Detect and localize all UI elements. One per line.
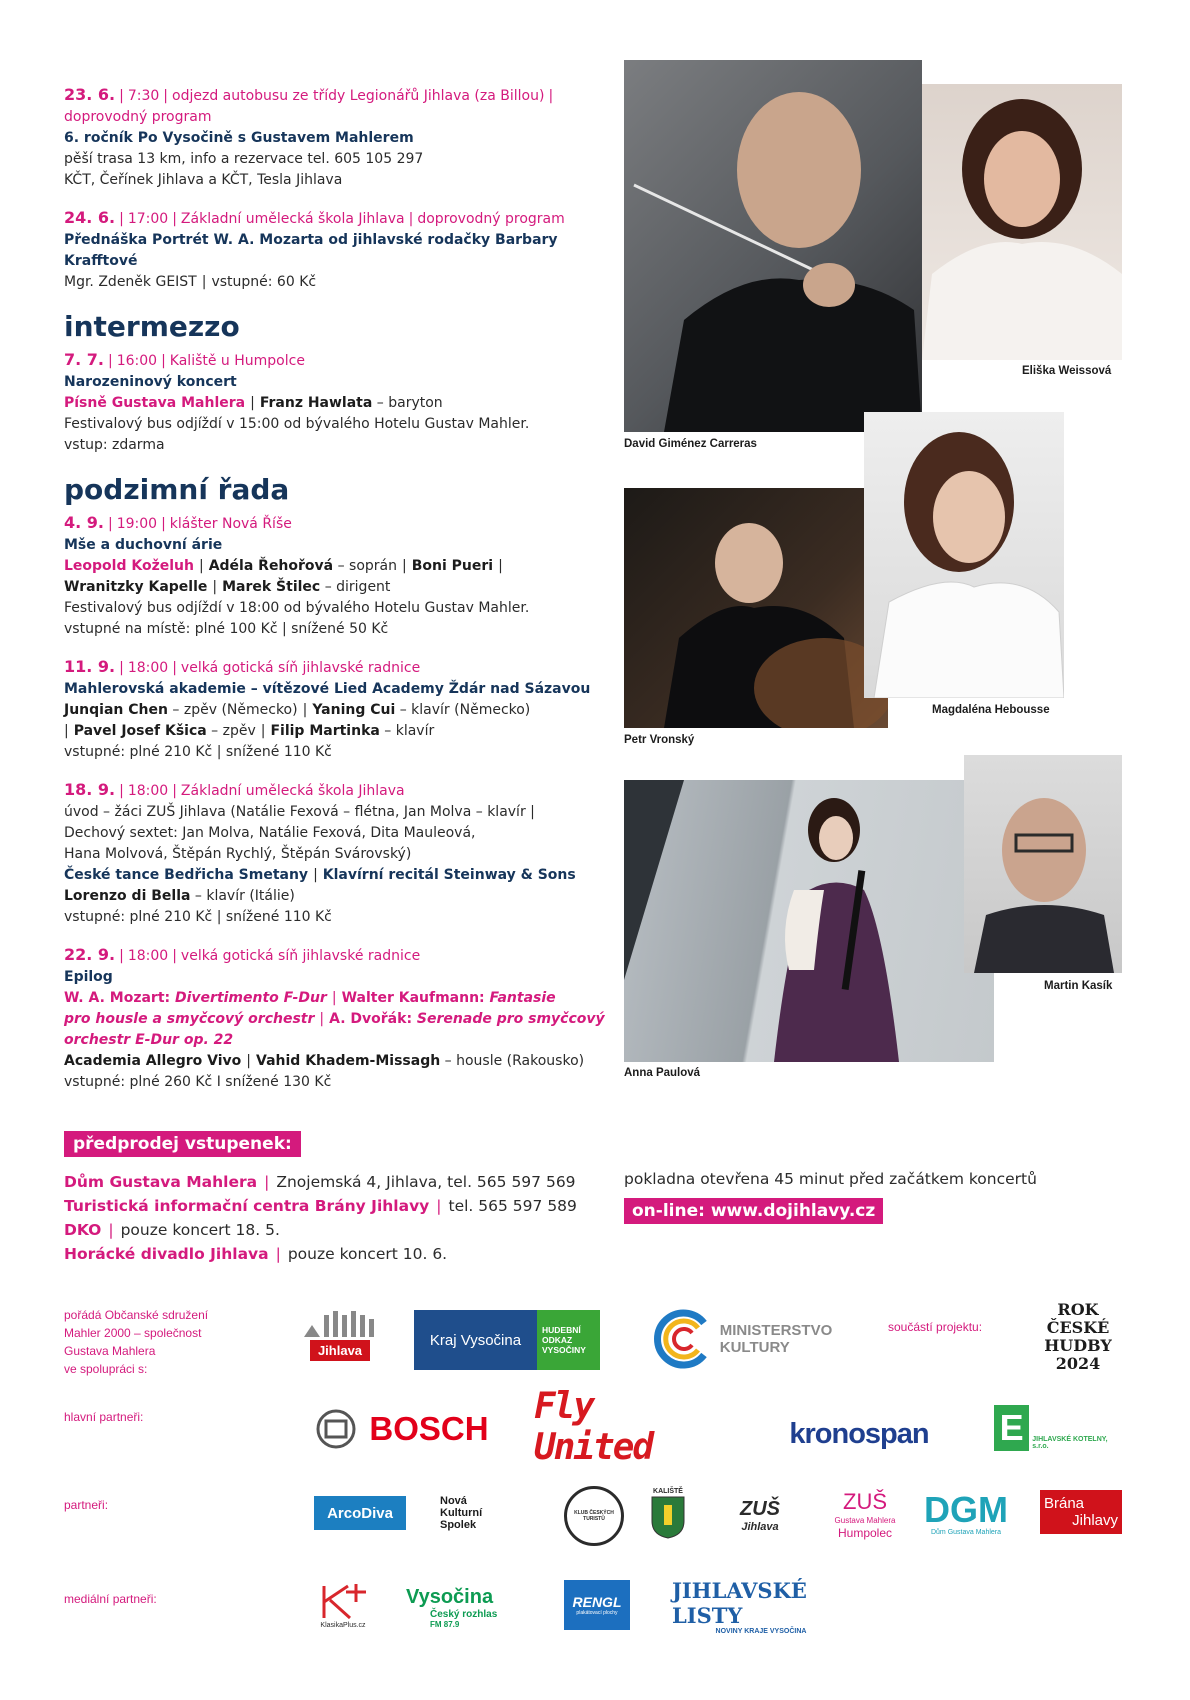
event-performer: Yaning Cui	[312, 702, 396, 718]
kct-logo: KLUB ČESKÝCH TURISTŮ	[564, 1486, 624, 1546]
ticket-outlet: Dům Gustava Mahlera | Znojemská 4, Jihlava, tel. 565 597 569	[64, 1173, 576, 1191]
klasikaplus-logo	[312, 1576, 374, 1634]
ticket-outlets	[64, 1170, 577, 1266]
event-time: 19:00	[116, 516, 158, 532]
bosch-logo	[308, 1404, 496, 1454]
event-lecturer: Mgr. Zdeněk GEIST	[64, 274, 197, 290]
zus-jihlava-logo	[720, 1490, 800, 1540]
zus-humpolec-logo	[830, 1486, 900, 1544]
caption-magdalena-hebousse: Magdaléna Hebousse	[932, 704, 1050, 716]
event-date: 22. 9.	[64, 945, 116, 964]
klasikaplus-text: KlasikaPlus.cz	[320, 1621, 366, 1629]
outlet-info: Znojemská 4, Jihlava, tel. 565 597 569	[276, 1173, 576, 1191]
outlet-info: tel. 565 597 589	[448, 1197, 577, 1215]
event-time: 17:00	[127, 211, 169, 227]
radio-sub: Český rozhlas	[430, 1608, 498, 1620]
event-place: velká gotická síň jihlavské radnice	[180, 948, 421, 964]
event-performer: Junqian Chen	[64, 702, 168, 718]
event-title: Mahlerovská akademie – vítězové Lied Academy Ždár nad Sázavou	[64, 681, 591, 697]
program-column	[64, 84, 624, 1109]
event-tag: doprovodný program	[417, 211, 565, 227]
performer-role: – housle (Rakousko)	[444, 1053, 585, 1069]
event-date: 11. 9.	[64, 657, 116, 676]
conductor-silhouette-icon	[624, 488, 888, 728]
photo-eliska-weissova	[922, 84, 1122, 360]
dgm-text: DGM	[924, 1488, 1008, 1530]
organizer-line: Gustava Mahlera	[64, 1344, 156, 1358]
box-office-note: pokladna otevřena 45 minut před začátkem koncertů	[624, 1170, 1037, 1188]
event-performer: Boni Pueri	[411, 558, 494, 574]
ticket-outlet: DKO | pouze koncert 18. 5.	[64, 1221, 280, 1239]
event-composer: Leopold Koželuh	[64, 558, 194, 574]
event-performer: Lorenzo di Bella	[64, 888, 191, 904]
dgm-logo	[926, 1488, 1006, 1538]
outlet-name: Turistická informační centra Brány Jihlavy	[64, 1197, 430, 1215]
dgm-sub: Dům Gustava Mahlera	[930, 1528, 1002, 1536]
clarinetist-silhouette-icon	[624, 780, 994, 1062]
ticket-outlet: Turistická informační centra Brány Jihlavy | tel. 565 597 589	[64, 1197, 577, 1215]
klasikaplus-k-icon	[318, 1582, 368, 1622]
radio-sub: FM 87.9	[430, 1619, 460, 1629]
kaliste-logo	[648, 1484, 688, 1542]
event-info: Hana Molvová, Štěpán Rychlý, Štěpán Svárovský)	[64, 846, 412, 862]
event-title: Epilog	[64, 969, 113, 985]
event-date: 23. 6.	[64, 85, 116, 104]
section-heading-autumn: podzimní řada	[64, 473, 290, 506]
radio-vysocina-text: Vysočina	[406, 1585, 494, 1608]
media-partners-label: mediální partneři:	[64, 1592, 157, 1606]
fly-united-logo	[534, 1386, 730, 1468]
performer-role: – zpěv	[211, 723, 256, 739]
event-date: 24. 6.	[64, 208, 116, 227]
main-partners-label: hlavní partneři:	[64, 1410, 144, 1424]
event-23-6: 23. 6. | 7:30 | odjezd autobusu ze třídy Legionářů Jihlava (za Billou) | doprovodný program 6. ročník Po Vysočině s Gustavem Mahlerem pěší trasa 13 km, info a rezervace tel. 605 105 297 KČT, Čeřínek Jihlava a KČT, Tesla Jihlava	[64, 84, 624, 191]
kronospan-text: kronospan	[789, 1417, 929, 1450]
zus-text: ZUŠ	[740, 1497, 780, 1520]
caption-petr-vronsky: Petr Vronský	[624, 734, 695, 746]
organizer-line: Mahler 2000 – společnost	[64, 1326, 202, 1340]
photo-magdalena-hebousse	[864, 412, 1064, 698]
event-work: Písně Gustava Mahlera	[64, 395, 246, 411]
zus-text: ZUŠ	[843, 1489, 887, 1514]
event-place: Kaliště u Humpolce	[169, 353, 305, 369]
event-18-9: 18. 9. | 18:00 | Základní umělecká škola Jihlava úvod – žáci ZUŠ Jihlava (Natálie Fexová – flétna, Jan Molva – klavír | Dechový sextet: Jan Molva, Natálie Fexová, Dita Mauleová, Hana Molvová, Štěpán Rychlý, Štěpán Svárovský) České tance Bedřicha Smetany | Klavírní recitál Steinway & Sons Lorenzo di Bella – klavír (Itálie) vstupné: plné 210 Kč | snížené 110 Kč	[64, 779, 624, 928]
kotelny-e-icon: E	[994, 1405, 1029, 1451]
brana-line: Jihlavy	[1072, 1512, 1118, 1529]
event-work: pro housle a smyčcový orchestr	[64, 1011, 315, 1027]
nks-logo	[440, 1490, 536, 1536]
event-date: 18. 9.	[64, 780, 116, 799]
ministry-line: MINISTERSTVO	[719, 1322, 833, 1339]
event-price: vstupné: plné 210 Kč | snížené 110 Kč	[64, 909, 332, 925]
outlet-info: pouze koncert 10. 6.	[287, 1245, 448, 1263]
zus-sub: Gustava Mahlera	[834, 1516, 896, 1525]
kraj-vysocina-logo	[414, 1310, 600, 1370]
event-info: úvod – žáci ZUŠ Jihlava (Natálie Fexová – flétna, Jan Molva – klavír |	[64, 804, 535, 820]
event-title: Mše a duchovní árie	[64, 537, 223, 553]
event-price: vstupné: plné 260 Kč I snížené 130 Kč	[64, 1074, 332, 1090]
event-work: Serenade pro smyčcový	[416, 1011, 605, 1027]
organizer-note	[64, 1306, 208, 1378]
event-place: odjezd autobusu ze třídy Legionářů Jihlava (za Billou)	[172, 88, 545, 104]
event-title: Narozeninový koncert	[64, 374, 237, 390]
rok-line: 2024	[1055, 1354, 1101, 1373]
photo-anna-paulova	[624, 780, 994, 1062]
nks-line: Kulturní	[440, 1507, 483, 1519]
zus-city: Jihlava	[741, 1520, 779, 1533]
photo-petr-vronsky	[624, 488, 888, 728]
event-composer: A. Dvořák:	[329, 1011, 417, 1027]
conductor-silhouette-icon	[624, 60, 922, 432]
event-price: vstupné: plné 210 Kč | snížené 110 Kč	[64, 744, 332, 760]
performer-role: – baryton	[376, 395, 443, 411]
event-time: 18:00	[127, 948, 169, 964]
event-22-9: 22. 9. | 18:00 | velká gotická síň jihlavské radnice Epilog W. A. Mozart: Divertimento F-Dur | Walter Kaufmann: Fantasie pro housle a smyčcový orchestr | A. Dvořák: Serenade pro smyčcový orchestr E-Dur op. 22 Academia Allegro Vivo | Vahid Khadem-Missagh – housle (Rakousko) vstupné: plné 260 Kč I snížené 130 Kč	[64, 944, 624, 1093]
rengl-logo	[564, 1580, 630, 1630]
jihlava-towers-icon	[302, 1307, 378, 1337]
ticket-outlet: Horácké divadlo Jihlava | pouze koncert 10. 6.	[64, 1245, 448, 1263]
ministry-c-icon	[652, 1308, 714, 1370]
event-time: 18:00	[127, 783, 169, 799]
event-time: 18:00	[127, 660, 169, 676]
listy-sub: NOVINY KRAJE VYSOČINA	[715, 1627, 807, 1635]
caption-eliska-weissova: Eliška Weissová	[1022, 365, 1112, 377]
kaliste-text: KALIŠTĚ	[653, 1487, 683, 1495]
ministry-line: KULTURY	[719, 1339, 790, 1356]
event-7-7: 7. 7. | 16:00 | Kaliště u Humpolce Narozeninový koncert Písně Gustava Mahlera | Franz Hawlata – baryton Festivalový bus odjíždí v 15:00 od bývalého Hotelu Gustav Mahler. vstup: zdarma	[64, 349, 624, 456]
event-performer: Marek Štilec	[222, 579, 321, 595]
kotelny-text: JIHLAVSKÉ KOTELNY, s.r.o.	[1032, 1436, 1108, 1450]
singer-silhouette-icon	[922, 84, 1122, 360]
rok-line: HUDBY	[1044, 1336, 1112, 1355]
fly-united-text: Fly United	[534, 1386, 653, 1468]
jihlava-logo-text: Jihlava	[310, 1340, 370, 1361]
performer-role: – klavír	[384, 723, 435, 739]
rengl-sub: plakátovací plochy	[576, 1610, 618, 1616]
rok-ceske-hudby-logo	[1032, 1298, 1124, 1376]
listy-text: JIHLAVSKÉ LISTY	[672, 1577, 807, 1628]
event-info: pěší trasa 13 km, info a rezervace tel. 605 105 297	[64, 151, 424, 167]
brana-jihlavy-logo	[1040, 1490, 1122, 1534]
organizer-line: pořádá Občanské sdružení	[64, 1308, 209, 1322]
event-title: Přednáška Portrét W. A. Mozarta od jihlavské rodačky Barbary Krafftové	[64, 232, 558, 269]
event-work: orchestr E-Dur op. 22	[64, 1032, 234, 1048]
radio-vysocina-logo	[406, 1578, 530, 1636]
caption-martin-kasik: Martin Kasík	[1044, 980, 1113, 992]
kronospan-logo	[766, 1410, 952, 1458]
arcodiva-logo: ArcoDiva	[314, 1496, 406, 1530]
performer-role: – klavír (Německo)	[399, 702, 531, 718]
photo-martin-kasik	[964, 755, 1122, 973]
ministry-of-culture-logo	[638, 1306, 846, 1372]
event-work: Klavírní recitál Steinway & Sons	[322, 867, 576, 883]
event-performer: Filip Martinka	[270, 723, 380, 739]
event-time: 16:00	[116, 353, 158, 369]
event-info: Dechový sextet: Jan Molva, Natálie Fexová, Dita Mauleová,	[64, 825, 476, 841]
event-performer: Adéla Řehořová	[208, 558, 334, 574]
event-work: Divertimento F-Dur	[175, 990, 327, 1006]
event-date: 4. 9.	[64, 513, 104, 532]
event-tag: doprovodný program	[64, 109, 212, 125]
partners-label: partneři:	[64, 1498, 109, 1512]
event-composer: W. A. Mozart:	[64, 990, 175, 1006]
singer-silhouette-icon	[864, 412, 1064, 698]
kaliste-coat-of-arms-icon	[650, 1495, 686, 1539]
event-performer: Franz Hawlata	[259, 395, 373, 411]
caption-david-gimenez-carreras: David Giménez Carreras	[624, 438, 757, 450]
event-work: České tance Bedřicha Smetany	[64, 867, 309, 883]
photo-david-gimenez-carreras	[624, 60, 922, 432]
event-place: Základní umělecká škola Jihlava	[180, 783, 405, 799]
online-tickets-link[interactable]: on-line: www.dojihlavy.cz	[624, 1198, 883, 1224]
organizer-line: ve spolupráci s:	[64, 1362, 148, 1376]
event-composer: Walter Kaufmann:	[341, 990, 490, 1006]
outlet-name: Dům Gustava Mahlera	[64, 1173, 258, 1191]
event-performer: Pavel Josef Kšica	[73, 723, 207, 739]
rok-line: ROK	[1057, 1300, 1099, 1319]
rok-line: ČESKÉ	[1046, 1318, 1110, 1337]
brana-line: Brána	[1044, 1495, 1085, 1512]
jihlavske-kotelny-logo	[994, 1400, 1124, 1456]
event-performer: Wranitzky Kapelle	[64, 579, 208, 595]
event-info: Festivalový bus odjíždí v 15:00 od bývalého Hotelu Gustav Mahler.	[64, 416, 530, 432]
caption-anna-paulova: Anna Paulová	[624, 1067, 701, 1079]
jihlava-logo	[302, 1302, 378, 1366]
event-date: 7. 7.	[64, 350, 104, 369]
event-performer: Academia Allegro Vivo	[64, 1053, 242, 1069]
event-time: 7:30	[127, 88, 160, 104]
event-price: vstupné: 60 Kč	[211, 274, 317, 290]
bosch-text: BOSCH	[369, 1410, 489, 1447]
outlet-name: DKO	[64, 1221, 102, 1239]
ticket-presale-heading: předprodej vstupenek:	[64, 1131, 301, 1157]
event-place: velká gotická síň jihlavské radnice	[180, 660, 421, 676]
event-price: vstupné na místě: plné 100 Kč | snížené 50 Kč	[64, 621, 389, 637]
nks-line: Spolek	[440, 1519, 477, 1531]
zus-city: Humpolec	[837, 1526, 893, 1540]
event-place: klášter Nová Říše	[169, 516, 292, 532]
outlet-name: Horácké divadlo Jihlava	[64, 1245, 269, 1263]
badge-line: VYSOČINY	[542, 1345, 586, 1355]
badge-line: HUDEBNÍ	[542, 1325, 581, 1335]
rengl-text: RENGL	[572, 1594, 622, 1610]
event-11-9: 11. 9. | 18:00 | velká gotická síň jihlavské radnice Mahlerovská akademie – vítězové Lied Academy Ždár nad Sázavou Junqian Chen – zpěv (Německo) | Yaning Cui – klavír (Německo) | Pavel Josef Kšica – zpěv | Filip Martinka – klavír vstupné: plné 210 Kč | snížené 110 Kč	[64, 656, 624, 763]
nks-line: Nová	[440, 1495, 467, 1507]
event-info: Festivalový bus odjíždí v 18:00 od bývalého Hotelu Gustav Mahler.	[64, 600, 530, 616]
pianist-silhouette-icon	[964, 755, 1122, 973]
event-4-9: 4. 9. | 19:00 | klášter Nová Říše Mše a duchovní árie Leopold Koželuh | Adéla Řehořová – soprán | Boni Pueri | Wranitzky Kapelle | Marek Štilec – dirigent Festivalový bus odjíždí v 18:00 od bývalého Hotelu Gustav Mahler. vstupné na místě: plné 100 Kč | snížené 50 Kč	[64, 512, 624, 640]
bosch-armature-icon	[315, 1408, 357, 1450]
event-title: 6. ročník Po Vysočině s Gustavem Mahlerem	[64, 130, 414, 146]
event-performer: Vahid Khadem-Missagh	[256, 1053, 441, 1069]
event-work: Fantasie	[489, 990, 556, 1006]
kraj-vysocina-text: Kraj Vysočina	[429, 1331, 522, 1349]
badge-line: ODKAZ	[542, 1335, 573, 1345]
event-24-6: 24. 6. | 17:00 | Základní umělecká škola Jihlava | doprovodný program Přednáška Portrét W. A. Mozarta od jihlavské rodačky Barbary Krafftové Mgr. Zdeněk GEIST | vstupné: 60 Kč	[64, 207, 624, 293]
section-heading-intermezzo: intermezzo	[64, 310, 240, 343]
performer-role: – zpěv (Německo)	[172, 702, 298, 718]
performer-role: – klavír (Itálie)	[194, 888, 295, 904]
performer-role: – dirigent	[324, 579, 391, 595]
project-label: součástí projektu:	[888, 1320, 983, 1334]
performer-role: – soprán	[337, 558, 397, 574]
event-place: Základní umělecká škola Jihlava	[180, 211, 405, 227]
jihlavske-listy-logo	[672, 1577, 850, 1635]
event-price: vstup: zdarma	[64, 437, 165, 453]
outlet-info: pouze koncert 18. 5.	[120, 1221, 280, 1239]
event-info: KČT, Čeřínek Jihlava a KČT, Tesla Jihlava	[64, 172, 343, 188]
hudebni-odkaz-badge	[537, 1310, 600, 1370]
